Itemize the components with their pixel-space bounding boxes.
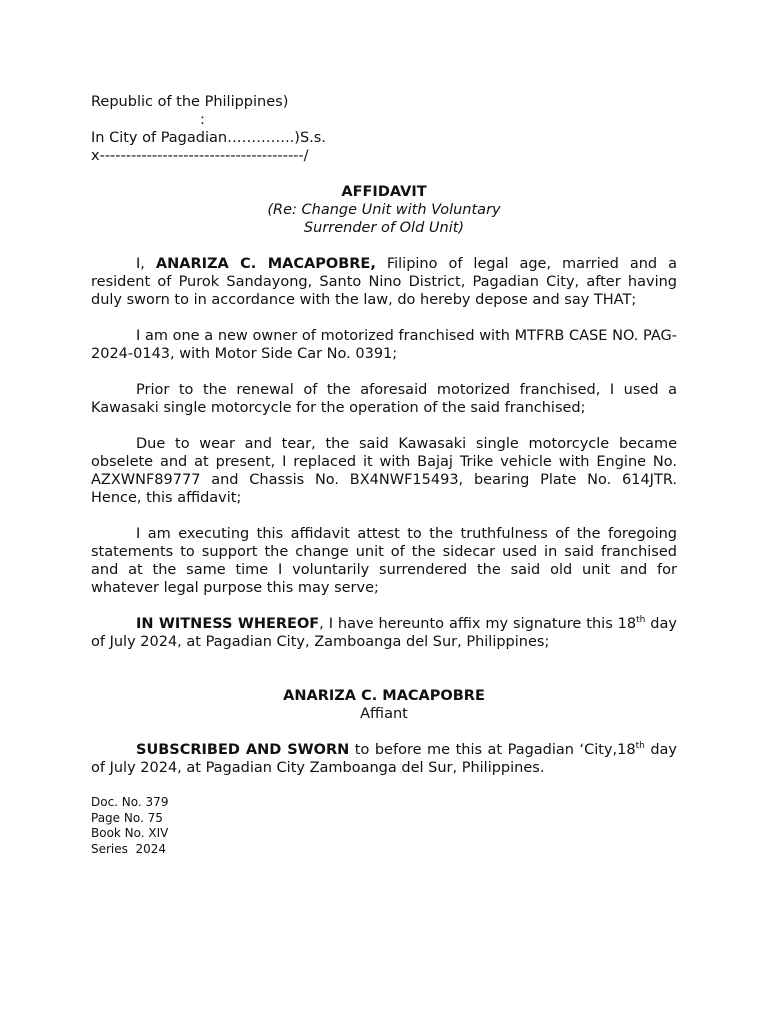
witness-ordinal: th bbox=[636, 615, 646, 625]
document-subtitle-line2: Surrender of Old Unit) bbox=[303, 220, 465, 236]
intro-prefix: I, bbox=[136, 256, 156, 272]
paragraph-replacement: Due to wear and tear, the said Kawasaki single motorcycle became obselete and at present, I replaced it with Bajaj Trike vehicle with Engine No. AZXWNF89777 and Chassis No. BX4NWF15493, bearing Plate No. 614JTR. Hence, this affidavit; bbox=[91, 436, 677, 506]
witness-date: day of July 2024, at Pagadian City, Zamboanga del Sur, Philippines; bbox=[91, 616, 677, 650]
notary-book-no: Book No. XIV bbox=[91, 826, 169, 840]
signatory-role: Affiant bbox=[360, 706, 408, 722]
paragraph-jurat bbox=[91, 741, 677, 777]
venue-colon: : bbox=[200, 112, 205, 128]
notary-page-no: Page No. 75 bbox=[91, 810, 163, 825]
jurat-ordinal: th bbox=[635, 741, 645, 751]
notarial-register bbox=[91, 795, 677, 857]
signatory-name: ANARIZA C. MACAPOBRE bbox=[283, 688, 485, 704]
signature-block bbox=[91, 687, 677, 723]
venue-separator: x---------------------------------------/ bbox=[91, 148, 309, 164]
venue-city: In City of Pagadian…………..)S.s. bbox=[91, 130, 326, 146]
venue-republic: Republic of the Philippines) bbox=[91, 94, 289, 110]
intro-text: Filipino of legal age, married and a resident of Purok Sandayong, Santo Nino District, Pagadian City, after having duly sworn to in accordance with the law, do hereby depose and say THAT; bbox=[91, 256, 678, 308]
paragraph-prior-unit: Prior to the renewal of the aforesaid motorized franchised, I used a Kawasaki single motorcycle for the operation of the said franchised; bbox=[91, 382, 677, 416]
venue-block bbox=[91, 93, 677, 165]
jurat-heading: SUBSCRIBED AND SWORN bbox=[136, 742, 350, 758]
notary-doc-no: Doc. No. 379 bbox=[91, 795, 169, 809]
notary-series: Series 2024 bbox=[91, 841, 167, 856]
witness-heading: IN WITNESS WHEREOF bbox=[136, 616, 320, 632]
document-title: AFFIDAVIT bbox=[341, 184, 427, 200]
document-subtitle-line1: (Re: Change Unit with Voluntary bbox=[267, 202, 501, 218]
heading-block bbox=[91, 183, 677, 237]
paragraph-witness bbox=[91, 615, 677, 651]
paragraph-ownership: I am one a new owner of motorized franchised with MTFRB CASE NO. PAG-2024-0143, with Motor Side Car No. 0391; bbox=[91, 328, 677, 362]
jurat-text: to before me this at Pagadian ‘City,18 bbox=[349, 742, 636, 758]
jurat-date: day of July 2024, at Pagadian City Zamboanga del Sur, Philippines. bbox=[91, 742, 678, 776]
witness-text: , I have hereunto affix my signature this 18 bbox=[319, 616, 637, 632]
paragraph-affiant-intro bbox=[91, 255, 677, 309]
affidavit-page bbox=[91, 93, 677, 857]
affiant-name-inline: ANARIZA C. MACAPOBRE, bbox=[155, 256, 376, 272]
paragraph-purpose: I am executing this affidavit attest to the truthfulness of the foregoing statements to support the change unit of the sidecar used in said franchised and at the same time I voluntarily surrendered the said old unit and for whatever legal purpose this may serve; bbox=[91, 526, 677, 596]
